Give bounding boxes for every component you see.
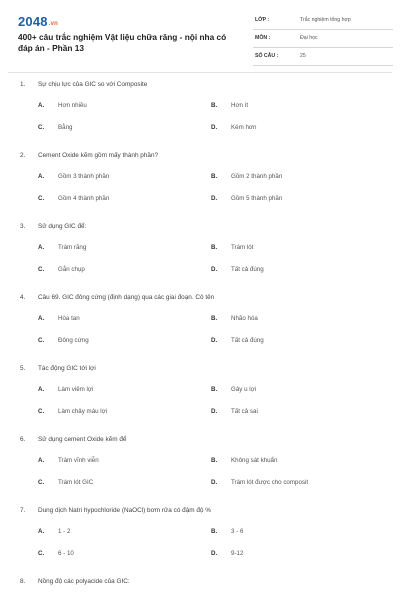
option-text: Gồm 3 thành phần [58, 173, 110, 180]
question-number: 1. [20, 81, 26, 88]
question-text: Dung dịch Natri hypochloride (NaOCl) bơm rửa có đậm độ % [38, 507, 211, 514]
option-text: Gồm 5 thành phần [231, 195, 283, 202]
option-letter: B. [211, 173, 218, 180]
meta-row-count [253, 52, 393, 66]
question-block [20, 223, 390, 273]
meta-value: 25 [300, 53, 306, 59]
question-block [20, 152, 390, 202]
option-letter: D. [211, 337, 218, 344]
document-title: 400+ câu trắc nghiệm Vật liệu chữa răng - nội nha có đáp án - Phần 13 [18, 32, 227, 53]
option-text: Trám lót được cho composit [231, 479, 309, 486]
option-text: Trám lót [231, 244, 254, 251]
question-text: Câu 69. GIC đông cứng (định dạng) qua các giai đoạn. Cô tên [38, 294, 215, 301]
option-letter: C. [38, 124, 45, 131]
option-text: Trám lót GIC [58, 479, 94, 486]
meta-key: MÔN : [255, 35, 271, 41]
option-letter: A. [38, 315, 45, 322]
question-text: Sử dụng GIC để: [38, 223, 87, 230]
question-number: 7. [20, 507, 26, 514]
logo-suffix: .vn [48, 21, 59, 27]
option-letter: C. [38, 408, 45, 415]
question-stem [20, 223, 390, 235]
option-letter: A. [38, 457, 45, 464]
site-logo[interactable] [18, 14, 58, 29]
option-letter: B. [211, 244, 218, 251]
option-text: Gắn chụp [58, 266, 85, 273]
meta-row-class [253, 16, 393, 30]
option-text: 3 - 6 [231, 528, 244, 535]
question-text: Cement Oxide kẽm gồm mấy thành phần? [38, 152, 159, 159]
meta-value: Đại học [300, 35, 318, 41]
option-letter: A. [38, 386, 45, 393]
question-block [20, 294, 390, 344]
option-text: Làm chảy máu lợi [58, 408, 108, 415]
question-text: Tác động GIC tới lợi [38, 365, 96, 372]
option-letter: B. [211, 315, 218, 322]
option-letter: A. [38, 528, 45, 535]
meta-row-subject [253, 34, 393, 48]
question-stem [20, 365, 390, 377]
meta-key: SỐ CÂU : [255, 53, 279, 59]
page-header [16, 12, 386, 66]
option-text: Không sát khuẩn [231, 457, 278, 464]
question-block [20, 507, 390, 557]
option-text: 1 - 2 [58, 528, 71, 535]
option-text: Hơn nhiều [58, 102, 87, 109]
header-divider [8, 72, 392, 73]
option-letter: D. [211, 479, 218, 486]
option-text: Bằng [58, 124, 73, 131]
option-letter: C. [38, 550, 45, 557]
question-number: 5. [20, 365, 26, 372]
option-text: Nhão hóa [231, 315, 258, 322]
question-number: 6. [20, 436, 26, 443]
question-stem [20, 81, 390, 93]
question-text: Sử dụng cement Oxide kẽm để [38, 436, 127, 443]
option-text: 6 - 10 [58, 550, 74, 557]
option-letter: D. [211, 266, 218, 273]
option-letter: D. [211, 550, 218, 557]
question-block [20, 436, 390, 486]
option-letter: C. [38, 337, 45, 344]
meta-value: Trắc nghiệm tổng hợp [300, 17, 351, 23]
logo-text: 2048 [18, 14, 48, 29]
option-text: 9-12 [231, 550, 244, 557]
option-text: Hòa tan [58, 315, 80, 322]
option-text: Gây u lợi [231, 386, 257, 393]
question-block [20, 578, 390, 590]
question-number: 8. [20, 578, 26, 585]
option-letter: C. [38, 195, 45, 202]
option-text: Tất cả đúng [231, 337, 264, 344]
question-stem [20, 507, 390, 519]
option-text: Trám vĩnh viễn [58, 457, 99, 464]
option-letter: C. [38, 479, 45, 486]
option-text: Tất cả sai [231, 408, 258, 415]
question-number: 2. [20, 152, 26, 159]
meta-panel [253, 16, 393, 70]
question-text: Nồng độ các polyacide của GIC: [38, 578, 130, 585]
question-text: Sự chịu lực của GIC so với Composite [38, 81, 148, 88]
meta-key: LỚP : [255, 17, 270, 23]
option-text: Gồm 2 thành phần [231, 173, 283, 180]
option-text: Hơn ít [231, 102, 249, 109]
option-letter: A. [38, 244, 45, 251]
option-text: Tất cả đúng [231, 266, 264, 273]
option-letter: B. [211, 386, 218, 393]
option-letter: B. [211, 102, 218, 109]
option-letter: A. [38, 173, 45, 180]
question-number: 4. [20, 294, 26, 301]
option-text: Kém hơn [231, 124, 257, 131]
question-block [20, 81, 390, 131]
option-letter: D. [211, 124, 218, 131]
question-stem [20, 578, 390, 590]
option-letter: A. [38, 102, 45, 109]
option-letter: C. [38, 266, 45, 273]
question-number: 3. [20, 223, 26, 230]
option-text: Đông cứng [58, 337, 89, 344]
question-stem [20, 436, 390, 448]
option-text: Gồm 4 thành phần [58, 195, 110, 202]
question-stem [20, 152, 390, 164]
option-letter: D. [211, 408, 218, 415]
question-block [20, 365, 390, 415]
option-text: Trám răng [58, 244, 87, 251]
option-text: Làm viêm lợi [58, 386, 94, 393]
option-letter: B. [211, 528, 218, 535]
question-stem [20, 294, 390, 306]
option-letter: B. [211, 457, 218, 464]
option-letter: D. [211, 195, 218, 202]
